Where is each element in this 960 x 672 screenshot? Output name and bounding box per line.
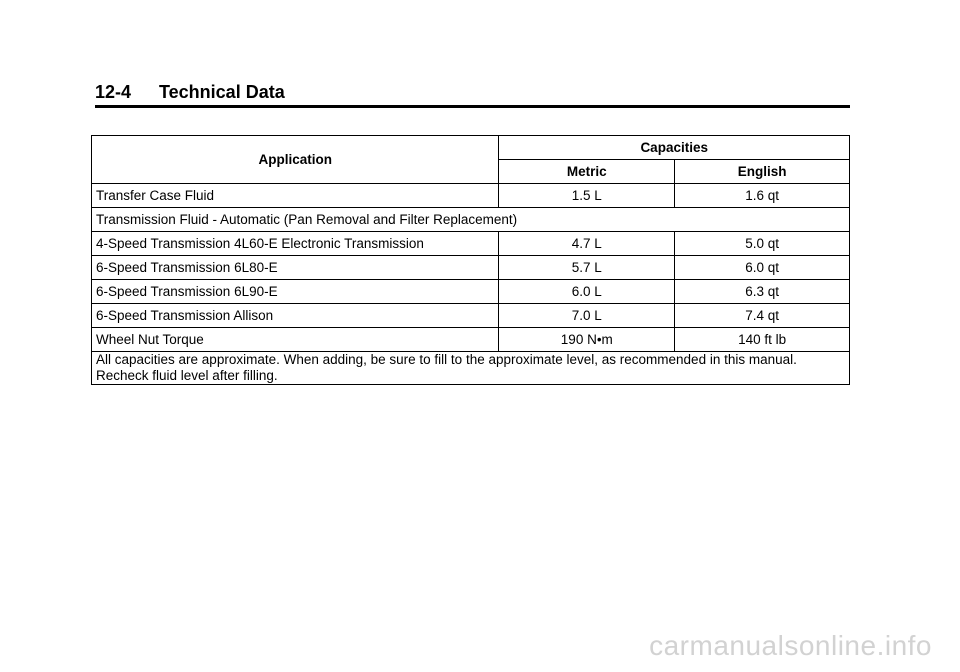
- table-footnote-row: [92, 352, 850, 385]
- table-row: [92, 184, 850, 208]
- section-title: Technical Data: [159, 82, 285, 102]
- application-cell: 6-Speed Transmission 6L80-E: [92, 256, 499, 280]
- group-heading-cell: Transmission Fluid - Automatic (Pan Removal and Filter Replacement): [92, 208, 850, 232]
- table-header-row: [92, 136, 850, 160]
- english-cell: 7.4 qt: [675, 304, 850, 328]
- metric-cell: 190 N•m: [499, 328, 675, 352]
- page-header: [95, 80, 850, 108]
- application-cell: 4-Speed Transmission 4L60-E Electronic Transmission: [92, 232, 499, 256]
- column-header-application: Application: [92, 136, 499, 184]
- metric-cell: 5.7 L: [499, 256, 675, 280]
- watermark: carmanualsonline.info: [649, 630, 932, 661]
- column-header-metric: Metric: [499, 160, 675, 184]
- metric-cell: 1.5 L: [499, 184, 675, 208]
- metric-cell: 4.7 L: [499, 232, 675, 256]
- table-row: [92, 232, 850, 256]
- column-header-english: English: [675, 160, 850, 184]
- table-row: [92, 304, 850, 328]
- application-cell: 6-Speed Transmission Allison: [92, 304, 499, 328]
- english-cell: 5.0 qt: [675, 232, 850, 256]
- table-group-row: [92, 208, 850, 232]
- application-cell: Transfer Case Fluid: [92, 184, 499, 208]
- english-cell: 1.6 qt: [675, 184, 850, 208]
- capacities-table: [91, 135, 850, 385]
- footnote-cell: All capacities are approximate. When adding, be sure to fill to the approximate level, as recommended in this manual. Recheck fluid level after filling.: [92, 352, 850, 385]
- metric-cell: 7.0 L: [499, 304, 675, 328]
- english-cell: 6.3 qt: [675, 280, 850, 304]
- table-row: [92, 328, 850, 352]
- english-cell: 6.0 qt: [675, 256, 850, 280]
- table-row: [92, 256, 850, 280]
- application-cell: Wheel Nut Torque: [92, 328, 499, 352]
- column-header-capacities: Capacities: [499, 136, 850, 160]
- table-row: [92, 280, 850, 304]
- metric-cell: 6.0 L: [499, 280, 675, 304]
- page-number: 12-4: [95, 82, 132, 102]
- application-cell: 6-Speed Transmission 6L90-E: [92, 280, 499, 304]
- english-cell: 140 ft lb: [675, 328, 850, 352]
